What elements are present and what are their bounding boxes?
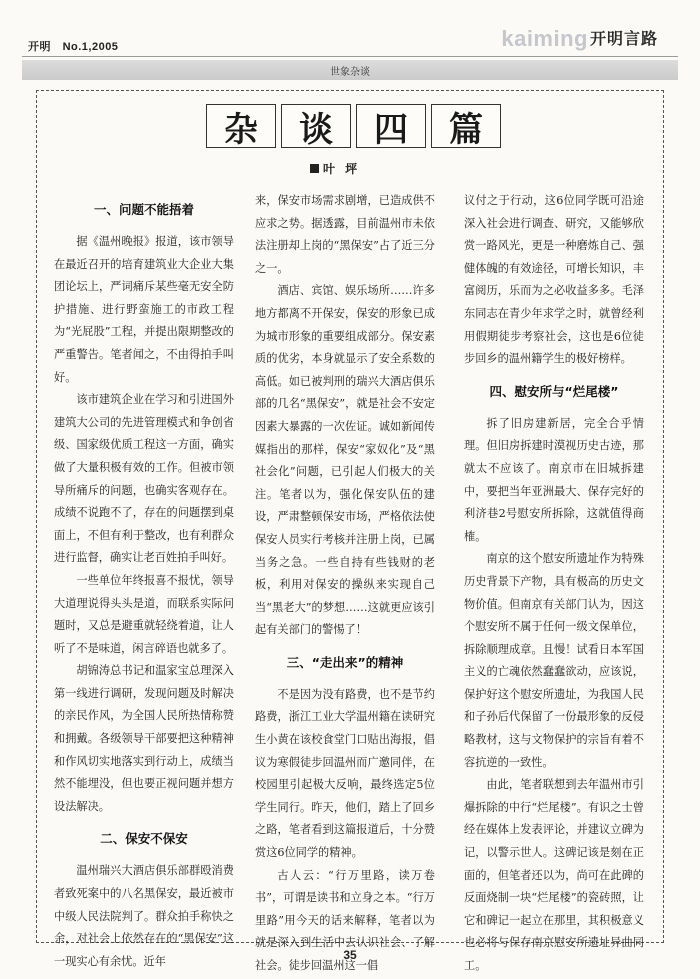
text-column-1 [54, 199, 234, 973]
logo-latin-text: kaiming [501, 26, 588, 51]
byline [310, 160, 360, 177]
paragraph: 不是因为没有路费，也不是节约路费，浙江工业大学温州籍在读研究生小黄在该校食堂门口贴出海报，倡议为寒假徒步回温州而广邀同伴，在校园里引起极大反响，最终选定5位学生同行。昨天，他们，踏上了回乡之路，笔者看到这篇报道后，十分赞赏这6位同学的精神。 [255, 687, 435, 860]
section-label: 世象杂谈 [330, 67, 370, 78]
paragraph-continued: 议付之于行动，这6位同学既可沿途深入社会进行调查、研究，又能够欣赏一路风光，更是一种磨炼自己、强健体魄的有效途径，可增长知识，丰富阅历，乐而为之必收益多多。毛泽东同志在青少年求学之时，就曾经利用假期徒步考察社会，这也是6位徒步回乡的温州籍学生的极好榜样。 [464, 194, 644, 366]
article-title [206, 104, 501, 148]
paragraph: 拆了旧房建新居，完全合乎情理。但旧房拆建时漠视历史古迹，那就太不应该了。南京市在旧城拆建中，要把当年亚洲最大、保存完好的利济巷2号慰安所拆除，这就值得商榷。 [464, 416, 644, 543]
header-rule [22, 56, 678, 57]
running-header [28, 38, 126, 54]
paragraph: 该市建筑企业在学习和引进国外建筑大公司的先进管理模式和争创省级、国家级优质工程这一方面，确实做了大量积极有效的工作。但被市领导所痛斥的问题，也确实客观存在。成绩不说跑不了，存在的问题摆到桌面上，不但有利于整改，也有利群众进行监督，确实让老百姓拍手叫好。 [54, 393, 234, 565]
paragraph: 古人云：“行万里路，读万卷书”，可谓是读书和立身之本。“行万里路”用今天的话来解释，笔者以为就是深入到生活中去认识社会、了解社会。徒步回温州这一倡 [255, 868, 435, 972]
square-bullet-icon [310, 164, 319, 173]
paragraph: 温州瑞兴大酒店俱乐部群殴消费者致死案中的八名黑保安，最近被市中级人民法院判了。群众拍手称快之余，对社会上依然存在的“黑保安”这一现实心有余忧。近年 [54, 864, 234, 968]
paragraph: 由此，笔者联想到去年温州市引爆拆除的中行“烂尾楼”。有识之士曾经在媒体上发表评论，并建议立碑为记，以警示世人。这碑记该是刻在正面的，但笔者还以为，尚可在此碑的反面烧制一块“烂尾楼”的瓷砖照，让它和碑记一起立在那里，其积极意义也必将与保存南京慰安所遗址异曲同工。 [464, 778, 644, 972]
section-heading-2: 二、保安不保安 [100, 831, 188, 847]
paragraph: 南京的这个慰安所遗址作为特殊历史背景下产物，具有极高的历史文物价值。但南京有关部门认为，因这个慰安所不属于任何一级文保单位，拆除顺理成章。且慢！试看日本军国主义的亡魂依然蠢蠢欲动，应该说，保护好这个慰安所遗址，为我国人民和子孙后代保留了一份最形象的反侵略教材，这与文物保护的宗旨有着不容抗逆的一致性。 [464, 552, 644, 769]
title-char: 杂 [206, 104, 276, 148]
column-logo [501, 22, 658, 52]
issue-number: No.1,2005 [62, 41, 119, 53]
journal-name: 开明 [28, 41, 51, 53]
paragraph-continued: 来，保安市场需求剧增，已造成供不应求之势。据透露，目前温州市未依法注册却上岗的“黑保安”占了近三分之一。 [255, 194, 435, 275]
logo-column-name: 开明言路 [589, 29, 658, 48]
author-name: 叶 坪 [323, 162, 361, 176]
section-heading-1: 一、问题不能捂着 [93, 202, 194, 217]
text-column-3 [464, 190, 644, 978]
title-char: 四 [356, 104, 426, 148]
text-column-2 [255, 190, 435, 978]
title-char: 谈 [281, 104, 351, 148]
page-number: 35 [343, 948, 357, 962]
title-char: 篇 [431, 104, 501, 148]
section-heading-3: 三、“走出来”的精神 [286, 654, 404, 670]
paragraph: 一些单位年终报喜不报忧，领导大道理说得头头是道，而联系实际问题时，又总是避重就轻绕着道，让人听了不是味道，闲言碎语也就多了。 [54, 573, 234, 655]
section-bar [22, 60, 678, 80]
paragraph: 据《温州晚报》报道，该市领导在最近召开的培育建筑业大企业大集团论坛上，严词痛斥某些毫无安全防护措施、进行野蛮施工的市政工程为“光屁股”工程，并提出限期整改的严重警告。笔者闻之，不由得拍手叫好。 [54, 235, 234, 384]
paragraph: 胡锦涛总书记和温家宝总理深入第一线进行调研，发现问题及时解决的亲民作风，为全国人民所热情称赞和拥戴。各级领导干部要把这种精神和作风切实地落实到行动上，成绩当然不能埋没，但也要正视问题并想方设法解决。 [54, 664, 234, 813]
paragraph: 酒店、宾馆、娱乐场所……许多地方都离不开保安，保安的形象已成为城市形象的重要组成部分。保安素质的优劣，本身就显示了安全系数的高低。如已被判刑的瑞兴大酒店俱乐部的几名“黑保安”，就是社会不安定因素大暴露的一次佐证。诚如新闻传媒指出的那样，保安“家奴化”及“黑社会化”问题，已引起人们极大的关注。笔者以为，强化保安队伍的建设，严肃整顿保安市场，严格依法使保安人员实行考核并注册上岗，已属当务之急。一些自持有些钱财的老板，利用对保安的操纵来实现自己当“黑老大”的梦想……这就更应该引起有关部门的警惕了！ [255, 284, 435, 637]
section-heading-4: 四、慰安所与“烂尾楼” [489, 383, 619, 399]
